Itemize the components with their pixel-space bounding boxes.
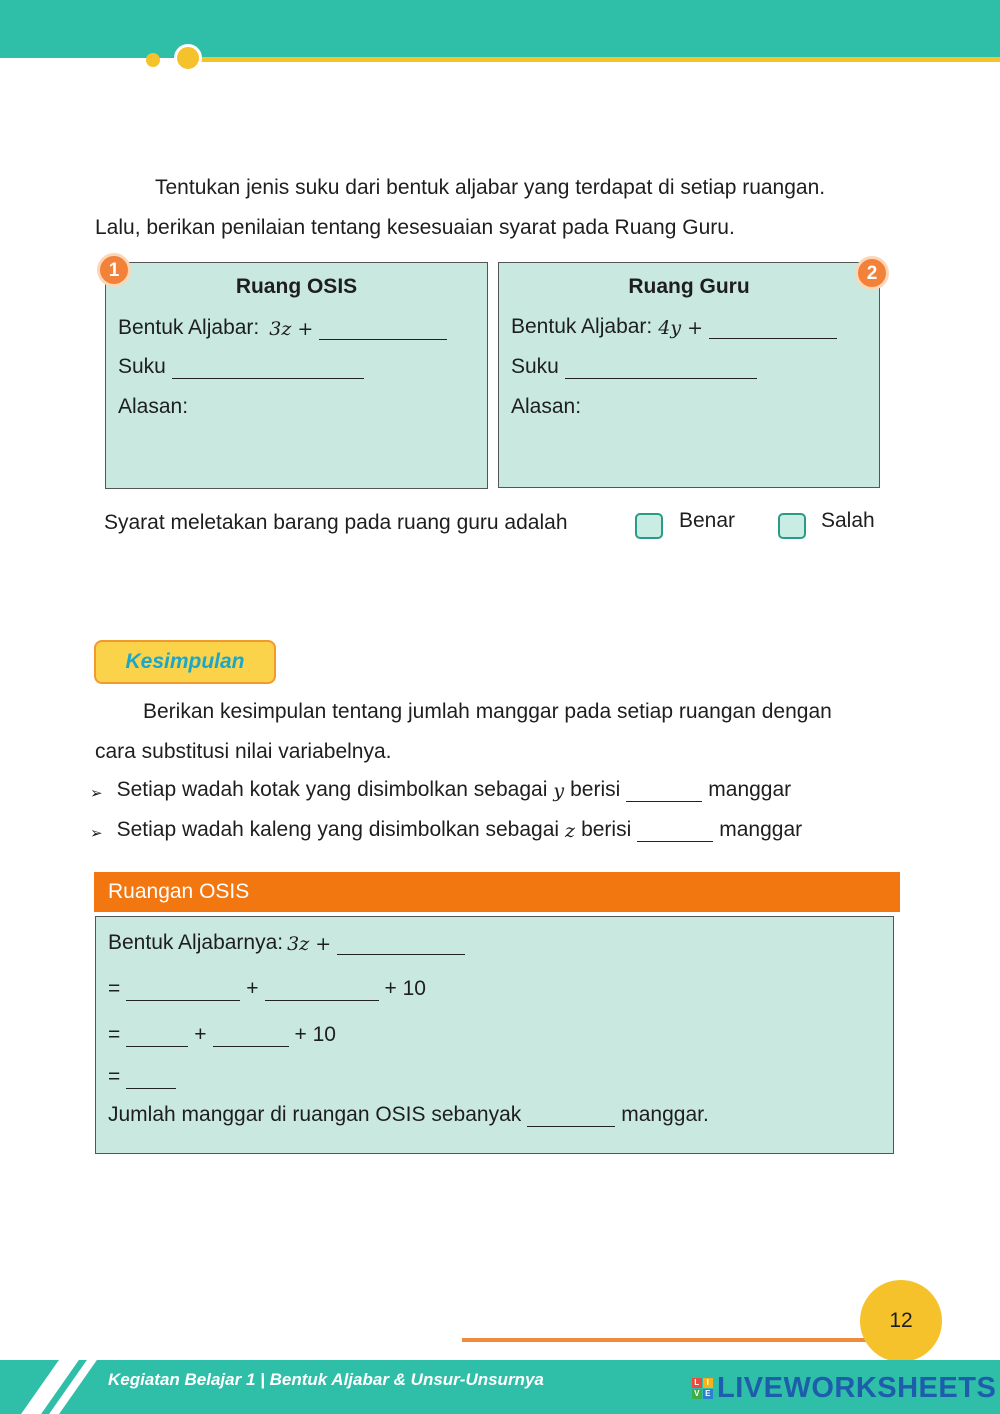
arrow-bullet-icon: ➢ (90, 785, 103, 802)
footer-accent-line (462, 1338, 882, 1342)
liveworksheets-text: LIVEWORKSHEETS (717, 1372, 997, 1404)
decor-dot-large (174, 44, 202, 72)
step3-blank[interactable] (126, 1068, 176, 1089)
suku-label: Suku (511, 355, 559, 378)
badge-number-1: 1 (97, 253, 131, 287)
calc-expression: 3z + (287, 933, 332, 955)
benar-checkbox[interactable] (635, 513, 663, 539)
suku-label: Suku (118, 355, 166, 378)
ruangan-osis-header: Ruangan OSIS (94, 872, 900, 912)
salah-label: Salah (821, 509, 875, 532)
liveworksheets-icon (692, 1378, 713, 1399)
room-guru-bentuk-row (511, 315, 837, 339)
page-number: 12 (860, 1280, 942, 1362)
header-band (0, 0, 1000, 58)
room-guru-box (498, 262, 880, 488)
room-guru-bentuk-blank[interactable] (709, 318, 837, 339)
kotak-blank[interactable] (626, 781, 702, 802)
benar-label: Benar (679, 509, 736, 532)
equals-sign: = (108, 1023, 121, 1046)
room-osis-box (105, 262, 488, 489)
total-unit: manggar. (621, 1103, 709, 1126)
room-guru-suku-row (511, 355, 757, 379)
plus-ten: + 10 (294, 1023, 336, 1046)
kesimpulan-badge: Kesimpulan (94, 640, 276, 684)
syarat-text: Syarat meletakan barang pada ruang guru adalah (104, 511, 568, 534)
plus-sign: + (194, 1023, 207, 1046)
bullet-text-after: berisi (570, 778, 621, 801)
bullet-text: Setiap wadah kotak yang disimbolkan sebagai (116, 778, 548, 801)
bullet-text: Setiap wadah kaleng yang disimbolkan sebagai (116, 818, 560, 841)
room-guru-title: Ruang Guru (628, 275, 750, 298)
badge-number-2: 2 (855, 256, 889, 290)
equals-sign: = (108, 1065, 121, 1088)
calc-bentuk-label: Bentuk Aljabarnya: (108, 931, 284, 954)
bullet-kaleng (90, 818, 802, 842)
room-osis-bentuk-row (118, 316, 447, 340)
ruangan-osis-calc-box (95, 916, 894, 1154)
room-osis-expression: 3z + (269, 318, 314, 340)
total-blank[interactable] (527, 1106, 615, 1127)
calc-bentuk-blank[interactable] (337, 934, 465, 955)
calc-bentuk-row (108, 931, 465, 955)
intro-line-2: Lalu, berikan penilaian tentang kesesuaian syarat pada Ruang Guru. (95, 216, 735, 239)
kesimpulan-line-2: cara substitusi nilai variabelnya. (95, 740, 392, 763)
variable-z: z (565, 820, 576, 842)
total-text: Jumlah manggar di ruangan OSIS sebanyak (108, 1103, 522, 1126)
kesimpulan-line-1: Berikan kesimpulan tentang jumlah manggar pada setiap ruangan dengan (143, 700, 832, 723)
room-osis-bentuk-blank[interactable] (319, 319, 447, 340)
calc-step-1 (108, 977, 426, 1001)
room-osis-alasan-label: Alasan: (118, 395, 189, 418)
salah-checkbox[interactable] (778, 513, 806, 539)
step2-blank-a[interactable] (126, 1026, 188, 1047)
icon-letter: I (703, 1378, 713, 1388)
plus-sign: + (246, 977, 259, 1000)
bentuk-label: Bentuk Aljabar: (511, 315, 653, 338)
step2-blank-b[interactable] (213, 1026, 289, 1047)
plus-ten: + 10 (384, 977, 426, 1000)
decor-dot-small (146, 53, 160, 67)
room-osis-suku-row (118, 355, 364, 379)
calc-step-3 (108, 1065, 176, 1089)
liveworksheets-logo[interactable] (692, 1372, 996, 1405)
bullet-text-after: berisi (581, 818, 632, 841)
room-osis-suku-blank[interactable] (172, 358, 364, 379)
room-guru-alasan-label: Alasan: (511, 395, 582, 418)
bullet-kotak (90, 778, 791, 802)
room-guru-suku-blank[interactable] (565, 358, 757, 379)
bullet-end: manggar (719, 818, 803, 841)
variable-y: y (553, 780, 565, 802)
icon-letter: L (692, 1378, 702, 1388)
bullet-end: manggar (708, 778, 792, 801)
footer-chapter-text: Kegiatan Belajar 1 | Bentuk Aljabar & Unsur-Unsurnya (108, 1370, 544, 1389)
icon-letter: E (703, 1389, 713, 1399)
kaleng-blank[interactable] (637, 821, 713, 842)
step1-blank-b[interactable] (265, 980, 379, 1001)
calc-step-2 (108, 1023, 336, 1047)
icon-letter: V (692, 1389, 702, 1399)
intro-line-1: Tentukan jenis suku dari bentuk aljabar yang terdapat di setiap ruangan. (155, 176, 826, 199)
room-guru-expression: 4y + (658, 317, 704, 339)
calc-total-row (108, 1103, 709, 1127)
step1-blank-a[interactable] (126, 980, 240, 1001)
header-accent-line (190, 57, 1000, 62)
bentuk-label: Bentuk Aljabar: (118, 316, 260, 339)
equals-sign: = (108, 977, 121, 1000)
room-osis-title: Ruang OSIS (235, 275, 358, 298)
arrow-bullet-icon: ➢ (90, 825, 103, 842)
